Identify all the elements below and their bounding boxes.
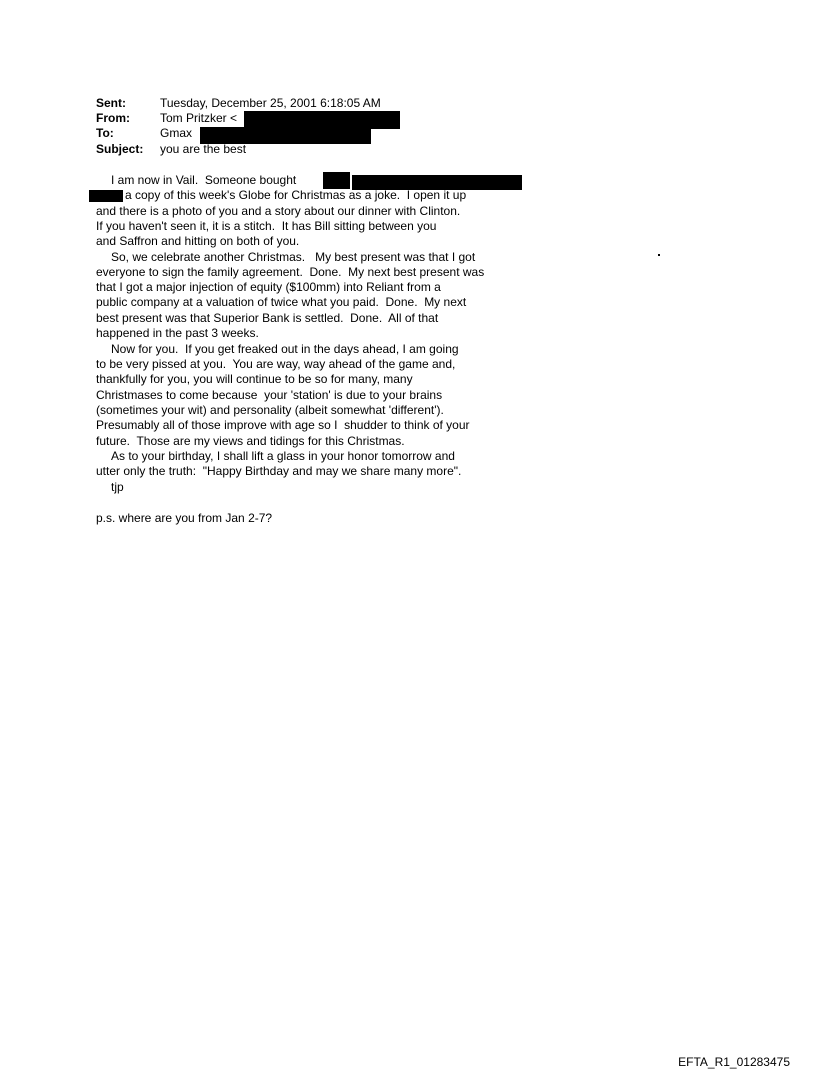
body-line: public company at a valuation of twice what you paid. Done. My next [96,295,467,309]
body-line: (sometimes your wit) and personality (albeit somewhat 'different'). [96,403,444,417]
body-line: I am now in Vail. Someone bought [111,173,297,187]
body-line: happened in the past 3 weeks. [96,326,259,340]
subject-label: Subject: [96,142,144,156]
document-id: EFTA_R1_01283475 [678,1055,790,1069]
from-value: Tom Pritzker < [160,111,238,125]
redaction-body-1 [323,172,350,189]
body-line: and there is a photo of you and a story about our dinner with Clinton. [96,204,461,218]
redaction-body-3 [89,190,123,202]
to-value: Gmax [160,126,193,140]
scan-speck [658,254,660,256]
from-label: From: [96,111,130,125]
to-label: To: [96,126,114,140]
body-line: As to your birthday, I shall lift a glass in your honor tomorrow and [111,449,455,463]
body-line: future. Those are my views and tidings for this Christmas. [96,434,405,448]
body-line: So, we celebrate another Christmas. My best present was that I got [111,250,476,264]
subject-value: you are the best [160,142,247,156]
body-line: Presumably all of those improve with age so I shudder to think of your [96,418,470,432]
body-line: and Saffron and hitting on both of you. [96,234,300,248]
body-line: a copy of this week's Globe for Christmas as a joke. I open it up [125,188,467,202]
sent-label: Sent: [96,96,126,110]
sent-value: Tuesday, December 25, 2001 6:18:05 AM [160,96,381,110]
postscript: p.s. where are you from Jan 2-7? [96,511,273,525]
body-line: If you haven't seen it, it is a stitch. It has Bill sitting between you [96,219,437,233]
body-line: to be very pissed at you. You are way, way ahead of the game and, [96,357,456,371]
body-line: best present was that Superior Bank is settled. Done. All of that [96,311,439,325]
body-line: utter only the truth: "Happy Birthday and may we share many more". [96,464,462,478]
body-line: Now for you. If you get freaked out in the days ahead, I am going [111,342,459,356]
body-line: everyone to sign the family agreement. Done. My next best present was [96,265,485,279]
body-line: thankfully for you, you will continue to be so for many, many [96,372,413,386]
body-line: that I got a major injection of equity ($100mm) into Reliant from a [96,280,441,294]
body-line: Christmases to come because your 'station' is due to your brains [96,388,443,402]
signature: tjp [111,480,124,494]
